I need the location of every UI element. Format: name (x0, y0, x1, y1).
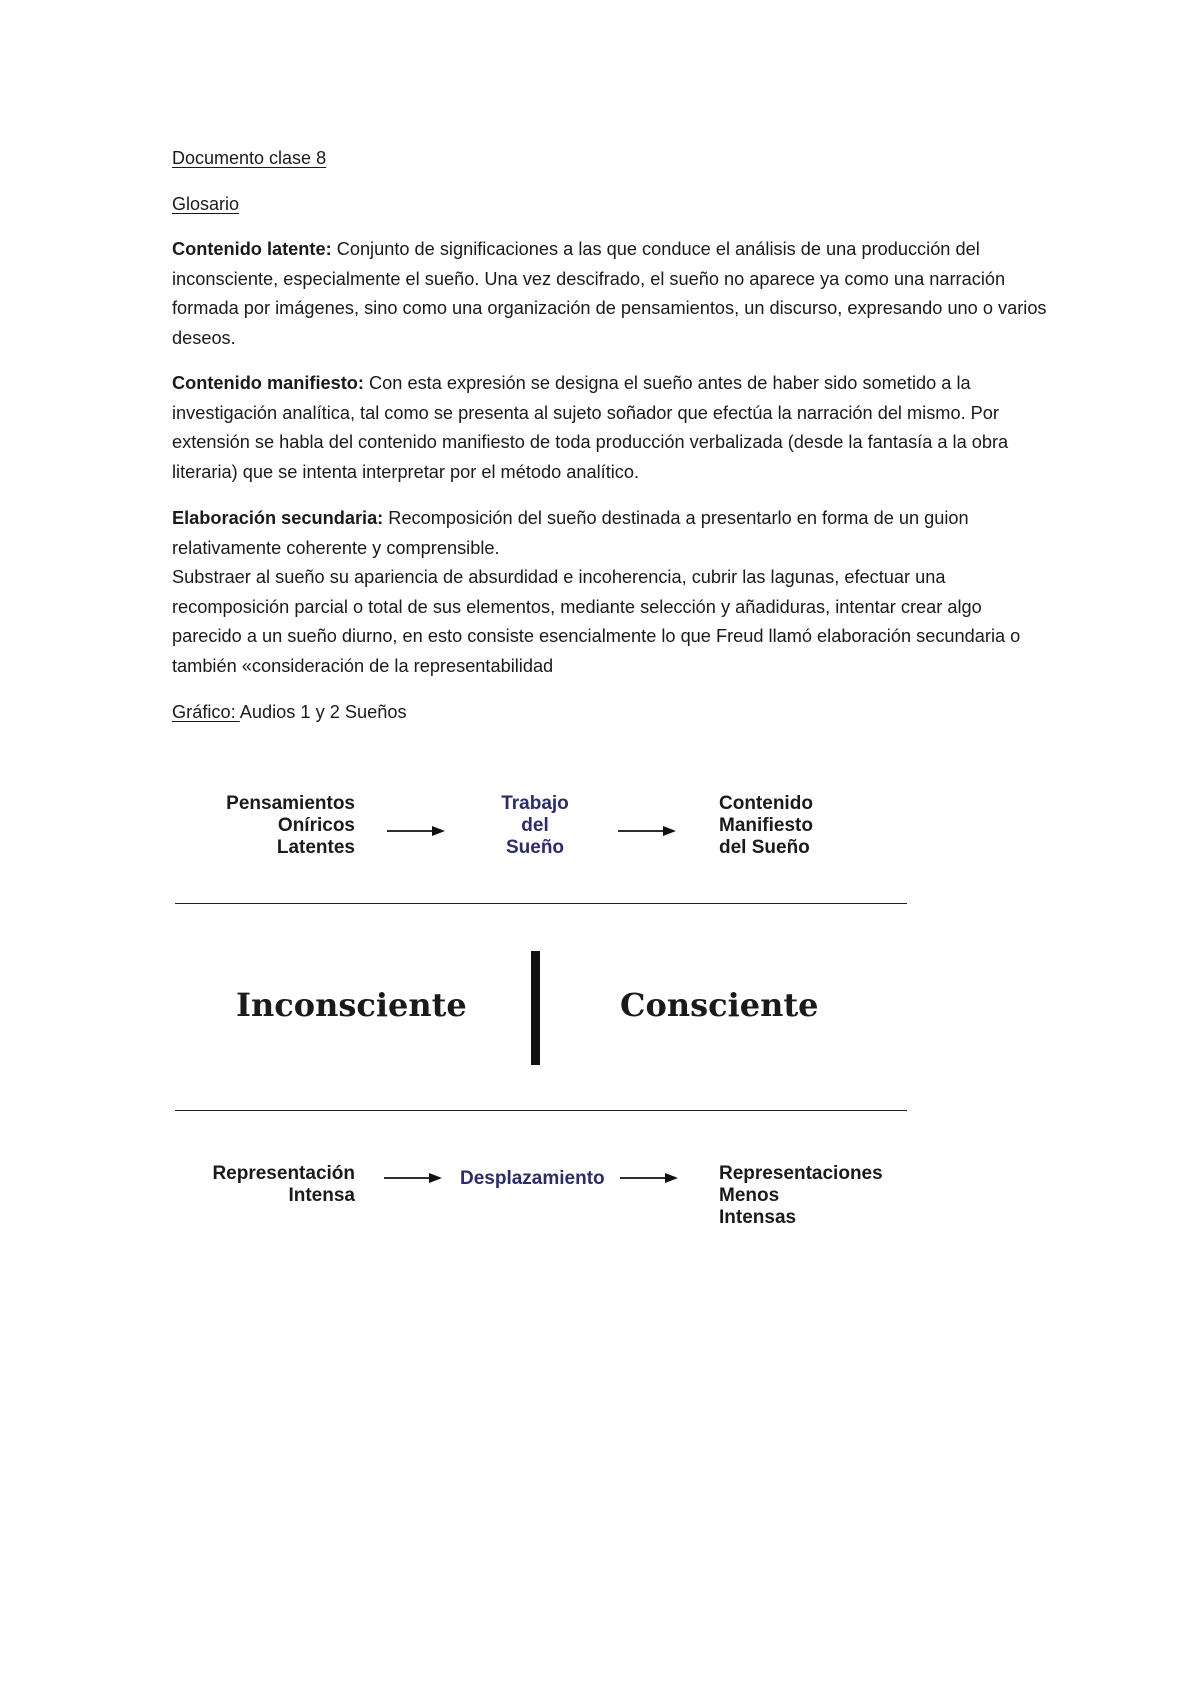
diagram-text-line: Representación (212, 1163, 355, 1184)
arrow-right-icon (620, 1171, 680, 1185)
graphic-text: Audios 1 y 2 Sueños (239, 702, 407, 722)
diagram-consciente-label: Consciente (620, 986, 819, 1024)
diagram-text-line: Oníricos (277, 815, 355, 836)
diagram-text-line: Contenido (719, 793, 813, 814)
diagram-text-line: Latentes (276, 837, 355, 858)
diagram-trabajo-del-sueno (480, 793, 590, 859)
diagram-text-line: Pensamientos (226, 793, 355, 814)
vertical-divider-bar (531, 951, 540, 1065)
graphic-label: Gráfico: (172, 702, 240, 722)
divider-line (175, 903, 907, 904)
diagram-text-line: del Sueño (719, 837, 810, 858)
section-heading: Glosario (172, 194, 240, 214)
arrow-right-icon (618, 824, 678, 838)
arrow-right-icon (387, 824, 447, 838)
glossary-entry-contenido-manifiesto (172, 369, 1052, 487)
diagram-desplazamiento: Desplazamiento (460, 1168, 605, 1189)
diagram-text-line: Trabajo (501, 793, 569, 814)
glossary-definition: Recomposición del sueño destinada a presentarlo en forma de un guion relativamente coherente y comprensible. (172, 508, 969, 558)
glossary-definition: Con esta expresión se designa el sueño antes de haber sido sometido a la investigación analítica, tal como se presenta al sujeto soñador que efectúa la narración del mismo. Por extensión se habla del contenido manifiesto de toda producción verbalizada (desde la fantasía a la obra literaria) que se intenta interpretar por el método analítico. (172, 373, 1009, 482)
diagram-text-line: Intensa (288, 1185, 355, 1206)
document-title: Documento clase 8 (172, 148, 327, 168)
glossary-term: Contenido latente: (172, 239, 332, 259)
diagram-text-line: del (521, 815, 549, 836)
diagram-representacion-intensa (180, 1163, 355, 1207)
glossary-definition-extra: Substraer al sueño su apariencia de absurdidad e incoherencia, cubrir las lagunas, efectuar una recomposición parcial o total de sus elementos, mediante selección y añadiduras, intentar crear algo parecido a un sueño diurno, en esto consiste esencialmente lo que Freud llamó elaboración secundaria o también «consideración de la representabilidad (172, 567, 1021, 676)
glossary-entry-elaboracion-secundaria (172, 504, 1052, 681)
diagram-text-line: Menos (719, 1185, 780, 1206)
glossary-term: Elaboración secundaria: (172, 508, 384, 528)
glossary-term: Contenido manifiesto: (172, 373, 364, 393)
diagram-contenido-manifiesto-del-sueno (719, 793, 919, 859)
arrow-right-icon (384, 1171, 444, 1185)
diagram-text-line: Representaciones (719, 1163, 883, 1184)
diagram-text-line: Intensas (719, 1207, 797, 1228)
glossary-definition: Conjunto de significaciones a las que conduce el análisis de una producción del inconsciente, especialmente el sueño. Una vez descifrado, el sueño no aparece ya como una narración formada por imágenes, sino como una organización de pensamientos, un discurso, expresando uno o varios deseos. (172, 239, 1047, 348)
diagram-text-line: Manifiesto (719, 815, 813, 836)
glossary-entry-contenido-latente (172, 235, 1052, 353)
diagram-pensamientos-oniricos-latentes (190, 793, 355, 859)
diagram-text-line: Sueño (505, 837, 565, 858)
divider-line (175, 1110, 907, 1111)
diagram-representaciones-menos-intensas (719, 1163, 939, 1229)
diagram-inconsciente-label: Inconsciente (236, 986, 467, 1024)
graphic-caption (172, 698, 1052, 728)
